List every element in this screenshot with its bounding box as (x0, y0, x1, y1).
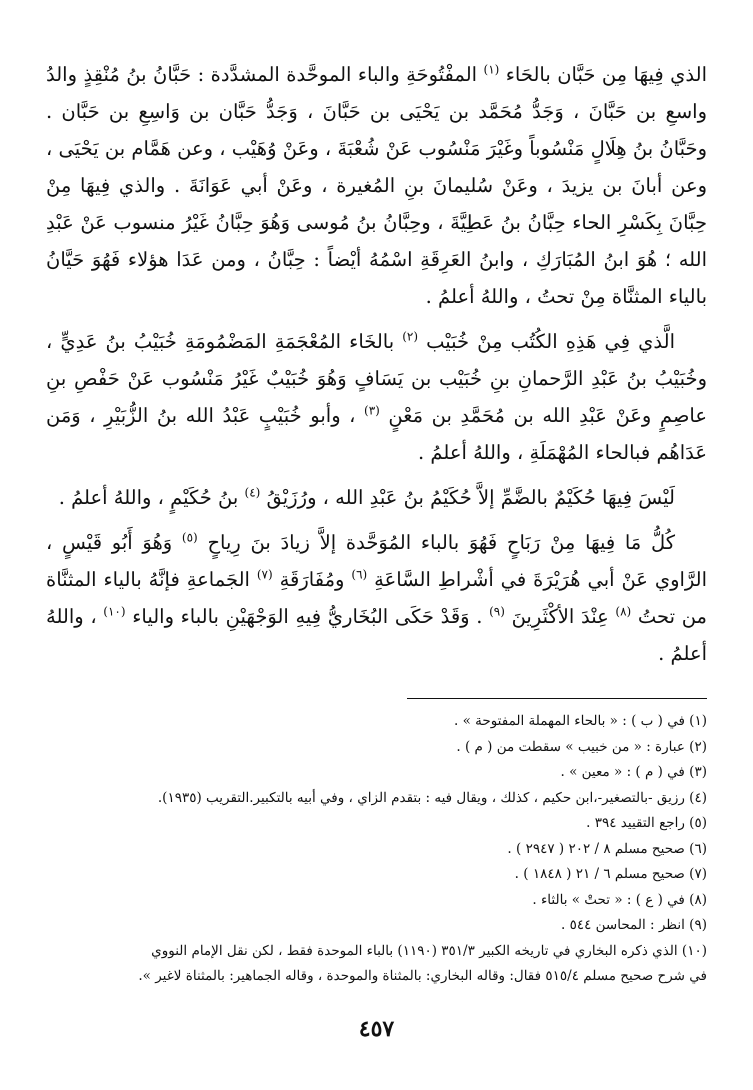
footnote-9: (٩) انظر : المحاسن ٥٤٤ . (560, 917, 707, 933)
footnotes (46, 709, 707, 990)
footnote-8: (٨) في ( ع ) : « تحتْ » بالثاء . (532, 891, 707, 908)
paragraph-text: بنُ حُكَيْمٍ ، واللهُ أعلمُ . (58, 486, 239, 509)
paragraph-hukaym (46, 479, 707, 516)
footnote-7: (٧) صحيح مسلم ٦ / ٢١ ( ١٨٤٨ ) . (514, 866, 707, 882)
footnote-6: (٦) صحيح مسلم ٨ / ٢٠٢ ( ٢٩٤٧ ) . (507, 840, 707, 857)
paragraph-rabah (46, 524, 707, 672)
footnote-5: (٥) راجع التقييد ٣٩٤ . (586, 815, 707, 831)
footnote-3: (٣) في ( م ) : « معين » . (560, 764, 707, 780)
paragraph-khubayb (46, 323, 707, 471)
paragraph-text: الَّذي فِي هَذِهِ الكُتُب مِنْ خُبَيْب (426, 330, 675, 353)
footnote-2: (٢) عبارة : « من خبيب » سقطت من ( م ) . (456, 738, 707, 755)
footnote-ref-4: (٤) (244, 485, 261, 500)
paragraph-text: عِنْدَ الأكْثَرِينَ (511, 605, 609, 628)
footnote-ref-2: (٢) (402, 329, 419, 344)
paragraph-text: ومُفَارَقَةِ (279, 568, 345, 591)
footnote-ref-6: (٦) (351, 567, 368, 582)
paragraph-text: الجَماعةِ فإنَّهُ بالياء المثنَّاة من تحتُ (46, 568, 707, 628)
footnote-ref-10: (١٠) (103, 604, 126, 619)
footnote-ref-8: (٨) (615, 604, 632, 619)
footnote-ref-5: (٥) (181, 530, 198, 545)
paragraph-text: الذي فِيهَا مِن حَبَّان بالحَاء (505, 63, 707, 86)
footnote-ref-3: (٣) (364, 403, 380, 418)
footnote-ref-9: (٩) (489, 604, 505, 619)
paragraph-text: ، وأبو خُبَيْبٍ عَبْدُ الله بنُ الزُّبَيْرِ ، وَمَن عَدَاهُم فبالحاء المُهْمَلَةِ ، واللهُ أعلمُ . (46, 404, 707, 464)
paragraph-text: ، واللهُ أعلمُ . (46, 605, 707, 665)
footnote-1: (١) في ( ب ) : « بالحاء المهملة المفتوحة » . (453, 713, 707, 729)
page-number: ٤٥٧ (358, 1016, 395, 1042)
footnote-4: (٤) رزيق -بالتصغير-،ابن حكيم ، كذلك ، ويقال فيه : بتقدم الزاي ، وفي أبيه بالتكبير.التقريب (١٩٣٥). (157, 789, 707, 806)
paragraph-text: كُلُّ مَا فِيهَا مِنْ رَبَاحٍ فَهُوَ بالباء المُوَحَّدة إلاَّ زيادَ بنَ رِياحٍ (207, 531, 675, 554)
footnote-ref-1: (١) (483, 62, 500, 77)
document-page (46, 56, 707, 1070)
footnote-ref-7: (٧) (256, 567, 273, 582)
paragraph-hibban (46, 56, 707, 315)
footnote-10-continued: في شرح صحيح مسلم ٥١٥/٤ فقال: وقاله البخاري: بالمثناة والموحدة ، وقاله الجماهير: بالمثناة لاغير ». (138, 968, 707, 984)
paragraph-text: المفْتُوحَةِ والباء الموحَّدة المشدَّدة : حَبَّانُ بنُ مُنْقِذٍ والدُ واسعِ بن حَبَّانَ ، وَجَدُّ مُحَمَّد بن يَحْيَى بن حَبَّانَ ، وَجَدُّ حَبَّان بن وَاسِعِ بن حَبَّان . وحَبَّانُ بنُ هِلَالٍ مَنْسُوباً وغَيْرَ مَنْسُوب عَنْ شُعْبَةَ ، وعَنْ وُهَيْب ، وعن هَمَّام بن يَحْيَى ، وعن أبانَ بن يزيدَ ، وعَنْ سُليمانَ بنِ المُغيرة ، وعَنْ أبي عَوَانَةَ . والذي فِيهَا مِنْ حِبَّانَ بِكَسْرِ الحاء حِبَّانُ بنُ عَطِيَّةَ ، وحِبَّانُ بنُ مُوسى وَهُوَ حِبَّانُ غَيْرُ منسوب عَنْ عَبْدِ الله ؛ هُوَ ابنُ المُبَارَكِ ، وابنُ العَرِقَةِ اسْمُهُ أيْضاً : حِبَّانُ ، ومن عَدَا هؤلاء فَهُوَ حَيَّانُ بالياء المثنَّاة مِنْ تحتُ ، واللهُ أعلمُ . (46, 63, 707, 308)
footnote-separator (407, 698, 707, 699)
footnote-10: (١٠) الذي ذكره البخاري في تاريخه الكبير ٣٥١/٣ (١١٩٠) بالباء الموحدة فقط ، لكن نقل الإمام النووي (151, 942, 707, 959)
main-text (46, 56, 707, 672)
paragraph-text: بالخَاء المُعْجَمَةِ المَضْمُومَةِ خُبَيْبُ بنُ عَدِيٍّ ، وخُبَيْبُ بنُ عَبْدِ الرَّحمانِ بنِ خُبَيْب بن يَسَافٍ وَهُوَ خُبَيْبٌ غَيْرُ مَنْسُوب عَنْ حَفْصِ بنِ عاصِمٍ وعَنْ عَبْدِ الله بن مُحَمَّدِ بن مَعْنٍ (46, 330, 708, 427)
paragraph-text: . وَقَدْ حَكَى البُخَاريُّ فِيهِ الوَجْهَيْنِ بالباء والياء (132, 605, 483, 628)
paragraph-text: لَيْسَ فِيهَا حُكَيْمٌ بالضَّمِّ إلاَّ حُكَيْمُ بنُ عَبْدِ الله ، ورُزَيْقُ (266, 486, 675, 509)
paragraph-text: وَهُوَ أَبُو قَيْسٍ ، الرَّاوي عَنْ أبي هُرَيْرَةَ في أشْراطِ السَّاعَةِ (46, 531, 708, 591)
